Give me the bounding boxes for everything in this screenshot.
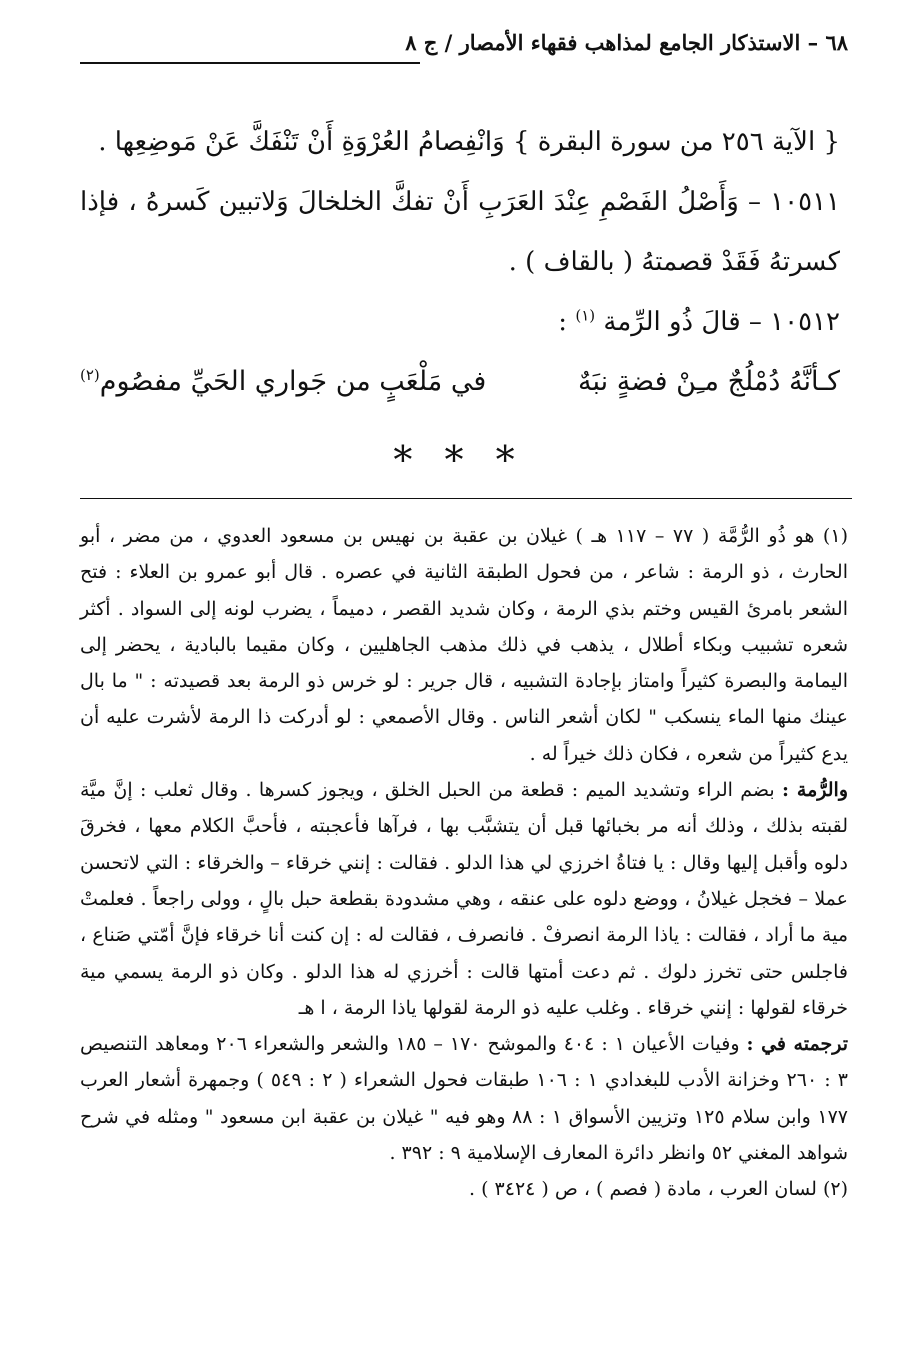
- footnote-1-sources-lead: ترجمته في :: [746, 1033, 848, 1056]
- main-text: [80, 112, 840, 412]
- running-header: ٦٨ – الاستذكار الجامع لمذاهب فقهاء الأمصار / ج ٨: [405, 30, 848, 55]
- header-rule: [80, 62, 420, 64]
- footnote-1-rumma-lead: والرُّمة :: [782, 779, 848, 802]
- footnote-2: (٢) لسان العرب ، مادة ( فصم ) ، ص ( ٣٤٢٤ ) .: [469, 1178, 848, 1201]
- footnote-1-sources-text: وفيات الأعيان ١ : ٤٠٤ والموشح ١٧٠ – ١٨٥ والشعر والشعراء ٢٠٦ ومعاهد التنصيص ٣ : ٢٦٠ وخزانة الأدب للبغدادي ١ : ١٠٦ طبقات فحول الشعراء ( ٢ : ٥٤٩ ) وجمهرة أشعار العرب ١٧٧ وابن سلام ١٢٥ وتزيين الأسواق ١ : ٨٨ وهو فيه " غيلان بن عقبة ابن مسعود " ومثله في شرح شواهد المغني ٥٢ وانظر دائرة المعارف الإسلامية ٩ : ٣٩٢ .: [80, 1033, 849, 1165]
- main-line-1: { الآية ٢٥٦ من سورة البقرة } وَانْفِصامُ العُرْوَةِ أَنْ تَنْفَكَّ عَنْ مَوضِعِها .: [98, 127, 840, 157]
- footnotes: [80, 518, 848, 1208]
- verse-second-text: في مَلْعَبٍ من جَواري الحَيِّ مفصُوم: [99, 366, 487, 397]
- footnote-1-rumma-text: بضم الراء وتشديد الميم : قطعة من الحبل الخلق ، ويجوز كسرها . وقال ثعلب : إنَّ ميَّة لقبته بذلك ، وذلك أنه مر بخبائها قبل أن يتشبَّب بها ، فرآها فأعجبته ، فأحبَّ الكلام معها ، فخرقَ دلوه وأقبل إليها وقال : يا فتاةُ اخرزي لي هذا الدلو . فقالت : إنني خرقاء – والخرقاء : التي لاتحسن عملا – فخجل غيلانُ ، ووضع دلوه على عنقه ، وهي مشدودة بقطعة حبل بالٍ ، وولى راجعاً . فعلمتْ مية ما أراد ، فقالت : ياذا الرمة انصرفْ . فانصرف ، فقالت له : إن كنت أنا خرقاء فإنَّ أمّتي صَناع ، فاجلس حتى تخرز دلوك . ثم دعت أمتها قالت : أخرزي له هذا الدلو . وكان ذو الرمة يسمي مية خرقاء لقولها : إنني خرقاء . وغلب عليه ذو الرمة لقولها ياذا الرمة ، ا هـ: [80, 779, 848, 1019]
- footnote-1: (١) هو ذُو الرُّمَّة ( ٧٧ – ١١٧ هـ ) غيلان بن عقبة بن نهيس بن مسعود العدوي ، من مضر ، أبو الحارث ، ذو الرمة : شاعر ، من فحول الطبقة الثانية في عصره . قال أبو عمرو بن العلاء : فتح الشعر بامرئ القيس وختم بذي الرمة ، وكان شديد القصر ، دميماً ، يضرب لونه إلى السواد . أكثر شعره تشبيب وبكاء أطلال ، يذهب في ذلك مذهب الجاهليين ، وكان مقيما بالبادية ، يحضر إلى اليمامة والبصرة كثيراً وامتاز بإجادة التشبيه ، قال جرير : لو خرس ذو الرمة بعد قصيدته : " ما بال عينك منها الماء ينسكب " لكان أشعر الناس . وقال الأصمعي : لو أدركت ذا الرمة لأشرت عليه أن يدع كثيراً من شعره ، فكان ذلك خيراً له .: [80, 525, 848, 765]
- footnote-1-rumma: [80, 772, 848, 1026]
- verse-second-hemistich: [80, 352, 486, 412]
- section-divider-stars: * * *: [393, 438, 525, 482]
- footnote-mark-1: (١): [575, 306, 596, 325]
- paragraph-10511: ١٠٥١١ – وَأَصْلُ الفَصْمِ عِنْدَ العَرَبِ أَنْ تفكَّ الخلخالَ وَلاتبين كَسرهُ ، فإذا كسرتهُ فَقَدْ قصمتهُ ( بالقاف ) .: [80, 187, 840, 277]
- paragraph-10512: [80, 292, 840, 352]
- paragraph-10512-text: ١٠٥١٢ – قالَ ذُو الرِّمة: [603, 307, 840, 337]
- footnote-mark-2: (٢): [80, 366, 100, 384]
- verse-first-hemistich: كـأنَّهُ دُمْلُجٌ مـِنْ فضةٍ نبَهٌ: [577, 366, 840, 397]
- poem-verse: [80, 352, 840, 412]
- paragraph-10512-colon: :: [558, 307, 576, 337]
- footnote-rule: [80, 498, 852, 499]
- footnote-1-sources: [80, 1026, 848, 1171]
